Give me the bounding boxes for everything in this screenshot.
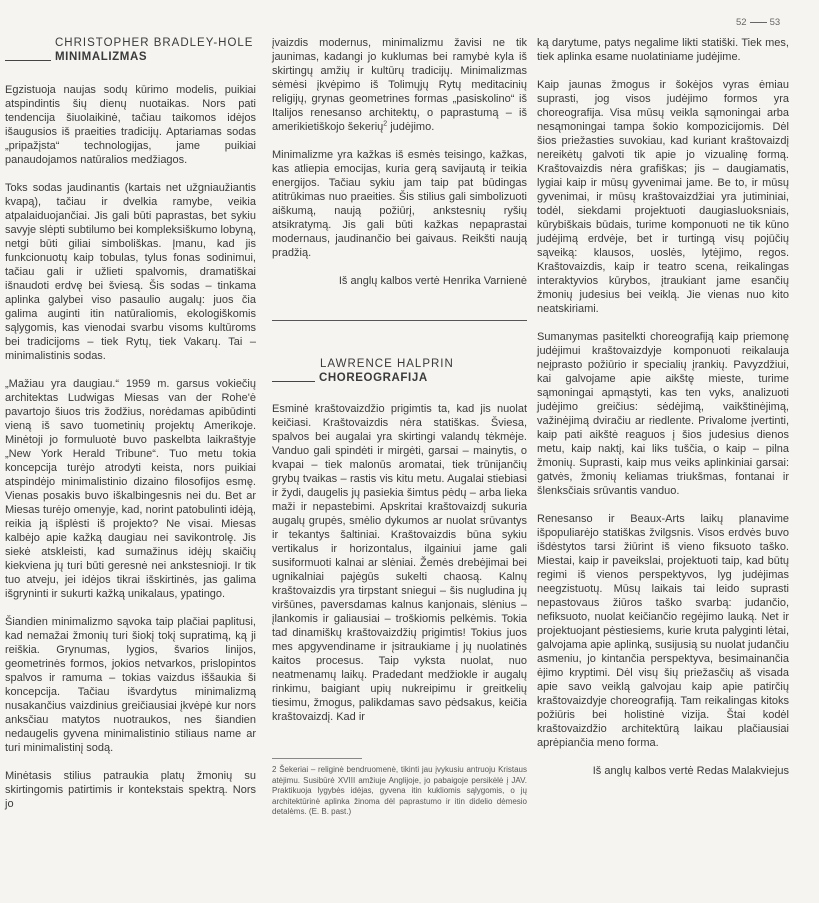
paragraph: Minimalizme yra kažkas iš esmės teisingo, kažkas, kas atliepia emocijas, kuria gerą savijautą ir teikia energijos. Tačiau sykiu jam taip pat būdingas atitrūkimas nuo praeities. Šis stilius gali simbolizuoti aiškumą, naują požiūrį, ankstesnių ryšių atsikratymą. Jis gali būti kažkas nepaprastai modernaus, jaudinančio bei gaivaus. Reikšti naują pradžią.	[272, 149, 527, 259]
paragraph: Toks sodas jaudinantis (kartais net užgniaužiantis kvapą), tačiau ir dvelkia ramybe, veikia atpalaiduojančiai. Jis gali būti paprastas, bet sykiu savyje slėpti subtilumo bei kompleksiškumo lobyną, netgi būti giliai simboliškas. Įmanu, kad jis funkcionuotų kaip tobulas, tylus fonas sodinimui, tačiau gali ir užlieti spalvomis, dramatiškai išnaudoti erdvę bei šviesą. Šis sodas – tinkama aplinka galybei viso pasaulio augalų: juos čia galima auginti itin natūraliomis, ekologiškomis sąlygomis, kas vienodai svarbu visoms kultūroms bei tradicijoms – tiek Rytų, tiek Vakarų. Tai – minimalistinis sodas.	[5, 182, 256, 362]
paragraph-tail: judėjimo.	[387, 121, 435, 133]
page-number-left: 52	[736, 17, 747, 28]
article2-title: CHOREOGRAFIJA	[319, 372, 428, 384]
heading-rule	[272, 381, 315, 382]
article1-title: MINIMALIZMAS	[55, 51, 148, 63]
heading-rule	[5, 60, 51, 61]
paragraph	[272, 36, 527, 134]
article2-translator: Iš anglų kalbos vertė Redas Malakviejus	[592, 765, 789, 777]
footnote-ref: 2	[383, 120, 388, 128]
paragraph: Renesanso ir Beaux-Arts laikų planavime išpopuliarėjo statiškas žvilgsnis. Visos erdvės buvo išdėstytos tarsi žiūrint iš vieno fiksuoto taško. Miestai, kaip ir paveikslai, projektuoti taip, kad būtų regimi iš vienos perspektyvos, lyg judėjimas neegzistuotų. Mūsų laikais tai leido suprasti nepastovaus žiūros taško svarbą: judančio, nefiksuoto, nuolat keičiančio regėjimo lauką. Net ir projektuojant pėstiesiems, kurie kruta palyginti lėtai, galvojama apie aplinką, susijusią su nuolat judančiu asmeniu, jo kintančia perspektyva, besimainančia ėjimo kryptimi. Dėl visų šių priežasčių aš visada apie savo veiklą galvojau kaip apie patirčių kraštovaizdyje choreografiją. Tam reikalingas kitoks požiūris bei holistinė vizija. Štai kodėl kraštovaizdžio architektūrą laikau plačiausiai aprėpiančia meno forma.	[537, 513, 789, 749]
column-1	[5, 36, 256, 811]
paragraph: ką darytume, patys negalime likti statiški. Tiek mes, tiek aplinka esame nuolatiniame judėjime.	[537, 37, 789, 63]
page-number-dash	[750, 22, 767, 23]
paragraph: Minėtasis stilius patraukia platų žmonių su skirtingomis patirtimis ir kontekstais spektrą. Nors jo	[5, 770, 256, 810]
paragraph: Kaip jaunas žmogus ir šokėjos vyras ėmiau suprasti, jog visos judėjimo formos yra choreografija. Visa mūsų veikla sąmoningai arba nesąmoningai tampa šokio kompozicijomis. Dėl šios priežasties suvokiau, kad kuriant kraštovaizdį nereikėtų galvoti tik apie jo vizualinę formą. Kraštovaizdis nėra grafiškas; jis – daugiamatis, lygiai kaip ir mūsų gyvenimai jame. Be to, ir mūsų gyvenimai, ir mūsų kraštovaizdžiai yra jutiminiai, todėl, siekdami projektuoti daugiasluoksniais, kūrybiškais būdais, turime komponuoti ne tik kūno judėjimą erdvėje, bet ir turtingą visų pojūčių sąveiką: klausos, uoslės, lytėjimo, regos. Kraštovaizdis, kaip ir teatro scena, reikalingas interaktyvios kūrybos, įtraukiant jame esančių žmonių judesius bei veiklą. Jie vienas nuo kito neatskiriami.	[537, 79, 789, 315]
article-separator	[272, 320, 527, 321]
article2-heading	[272, 371, 527, 386]
article2-author: LAWRENCE HALPRIN	[320, 358, 454, 370]
article1-translator: Iš anglų kalbos vertė Henrika Varnienė	[338, 275, 527, 287]
paragraph-text: įvaizdis modernus, minimalizmu žavisi ne tik jaunimas, kadangi jo kuklumas bei ramybė kyla iš skirtingų amžių ir kultūrų tradicijų. Minimalizmas sėmėsi įkvėpimo iš Tolimųjų Rytų meditacinių religijų, grynas geometrines formas „pasiskolino“ iš Italijos renesanso architektų, o paprastumą – iš amerikietiškojo šekerių	[272, 37, 527, 133]
article1-author: CHRISTOPHER BRADLEY-HOLE	[55, 37, 254, 49]
paragraph: Sumanymas pasitelkti choreografiją kaip priemonę judėjimui kraštovaizdyje komponuoti reikalauja neįprasto požiūrio ir specialių įrankių. Pavyzdžiui, kai galvojame apie aikštę mieste, turime sąmoningai apmąstyti, kas ten vyks, analizuoti judėjimo greičius: sėdėjimą, vaikštinėjimą, važinėjimą dviračiu ar riedlente. Privalome įvertinti, kaip pati aikštė reaguos į šios judesius dienos metu, kaip naktį, kai liks tuščia, o kaip – pilna žmonių. Suprasti, kaip mus veiks aplinkiniai garsai: gatvės, žmonių keliamas triukšmas, fontanai ir šlenksčiais srūvantis vanduo.	[537, 331, 789, 497]
page-numbers	[736, 17, 780, 28]
column-3	[537, 36, 789, 778]
footnote-rule	[272, 758, 362, 759]
paragraph: Egzistuoja naujas sodų kūrimo modelis, puikiai atspindintis šių dienų nuotaikas. Nors pati tendencija šiuolaikinė, tačiau taikomos idėjos išaugusios iš praeities tradicijų. Aptariamas sodas „pripažįsta“ technologijas, jame puikiai panaudojamos natūralios medžiagos.	[5, 84, 256, 166]
article1-heading	[5, 50, 256, 65]
paragraph: Šiandien minimalizmo sąvoka taip plačiai paplitusi, kad nemažai žmonių turi šiokį tokį supratimą, ką ji reiškia. Grynumas, lygios, švarios linijos, geometrinės formos, jokios netvarkos, prislopintos spalvos ir ramuma – tokias vaizdus iššaukia ši koncepcija. Tačiau išvardytus minimalizmą nusakančius vaizdinius greičiausiai įkvėpė kur nors anksčiau matytos nuotraukos, nes šiandien nedaugelis gyvena minimalistinio stiliaus name ar turi minimalistinį sodą.	[5, 616, 256, 754]
column-2	[272, 36, 527, 818]
footnote: 2 Šekeriai – religinė bendruomenė, tikinti jau įvykusiu antruoju Kristaus atėjimu. Susibūrė XVIII amžiuje Anglijoje, jo pabaigoje persikėlė į JAV. Praktikuoja lygybės idėjas, gyvena itin kukliomis sąlygomis, o jų architektūrinė aplinka žinoma dėl paprastumo ir itin didelio dėmesio detalėms. (E. B. past.)	[272, 765, 527, 816]
paragraph: „Mažiau yra daugiau.“ 1959 m. garsus vokiečių architektas Ludwigas Miesas van der Rohe'ė pavartojo šiuos tris žodžius, norėdamas apibūdinti vieną iš savo tuometinių projektų Amerikoje. Minėtoji jo formuluotė buvo paskelbta laikraštyje „New York Herald Tribune“. Tuo metu tokia koncepcija turėjo atrodyti keista, nors puikiai atspindėjo minimalistinio dizaino filosofijos esmę. Vienas posakis buvo iškalbingesnis nei du. Bet ar Miesas turėjo omenyje, kad, norint patobulinti idėją, reikia ją išplėsti iš projekto? Ne visai. Miesas kalbėjo apie kažką daugiau nei savikontrolę. Jis siekė atskleisti, kad sumažinus idėjų skaičių kiekviena jų turi būti geresnė nei ankstesnioji. Ir tik tuo atveju, jei idėjos tikrai išskirtinės, jas galima išgryninti ir sukurti kažką unikalaus, ypatingo.	[5, 378, 256, 600]
page-number-right: 53	[769, 17, 781, 28]
paragraph: Esminė kraštovaizdžio prigimtis ta, kad jis nuolat keičiasi. Kraštovaizdis nėra statiškas. Šviesa, spalvos bei augalai yra skirtingi valandų tėkmėje. Vanduo gali spindėti ir mirgėti, garsai – mainytis, o kvapai – tiek malonūs aromatai, tiek trūnijančių grybų tvaikas – rastis vis kitu metu. Augalai stiebiasi ir žydi, daugelis jų pasiekia šimtus pėdų – arba lieka maži ir nepastebimi. Apskritai kraštovaizdį sukuria augalų grupės, smėlio dykumos ar nuolat srūvantys ir tekantys šaltiniai. Kraštovaizdis būna sykiu vertikalus ir horizontalus, ilgainiui jame gali susiformuoti kalnai ar slėniai. Žemės drebėjimai bei ugnikalniai pajėgūs sukelti chaosą. Kalnų kraštovaizdis yra tirpstant sniegui – šis nugludina jų viršūnes, paversdamas kalnus kanjonais, slėnius – įlankomis ir galiausiai – troškiomis pelkėmis. Tokia tad dinamiškų kraštovaizdžių prigimtis! Tokius juos mes apgyvendiname ir įsitraukiame į jų nuolatinės kaitos procesus. Taip vyksta nuolat, nuo neatmenamų laikų. Pradedant medžiokle ir augalų rinkimu, baigiant upių nukreipimu ir greitkelių tiesimu, žmogus, palikdamas savo pėdsakus, keičia kraštovaizdį. Kad ir	[272, 403, 527, 723]
